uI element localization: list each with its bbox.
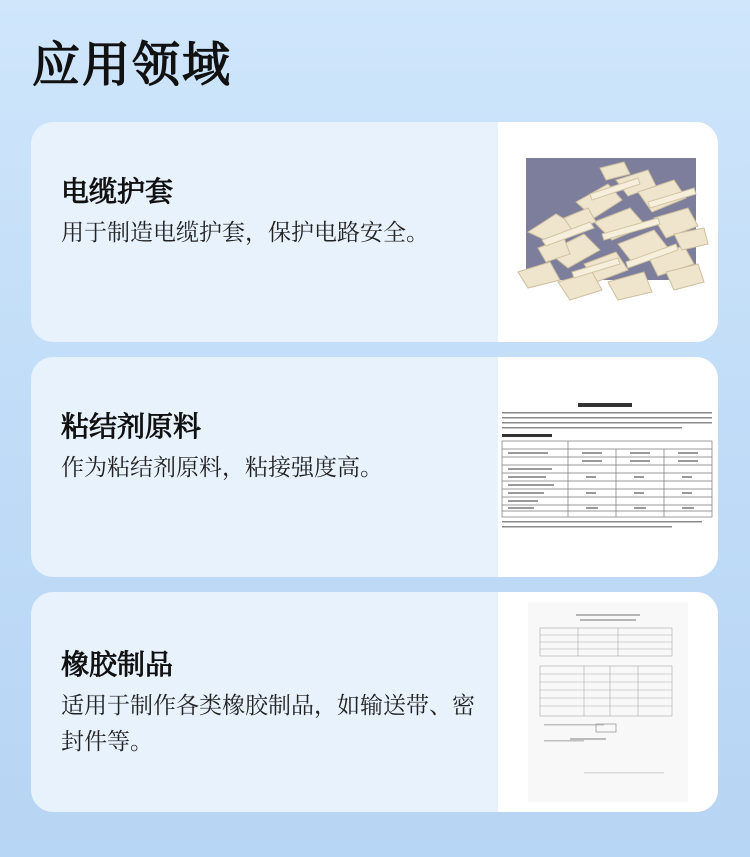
page-title: 应用领域 [32,37,233,93]
rubber-flakes-image [498,122,718,342]
card-text [61,407,491,486]
card-text [61,172,491,251]
application-card-cable-sheath [31,122,718,342]
spec-sheet-image [498,357,718,577]
report-document-image [498,592,718,812]
rubber-flakes-photo [498,122,718,342]
application-card-adhesive-material [31,357,718,577]
card-heading: 粘结剂原料 [61,410,202,443]
product-spec-sheet [498,357,718,577]
card-text [61,645,491,760]
card-description: 用于制造电缆护套，保护电路安全。 [61,220,429,246]
application-card-rubber-products [31,592,718,812]
card-description: 适用于制作各类橡胶制品，如输送带、密封件等。 [61,693,475,755]
card-description: 作为粘结剂原料，粘接强度高。 [61,455,383,481]
card-heading: 电缆护套 [61,175,174,208]
inspection-report-document [498,592,718,812]
card-heading: 橡胶制品 [61,648,174,681]
